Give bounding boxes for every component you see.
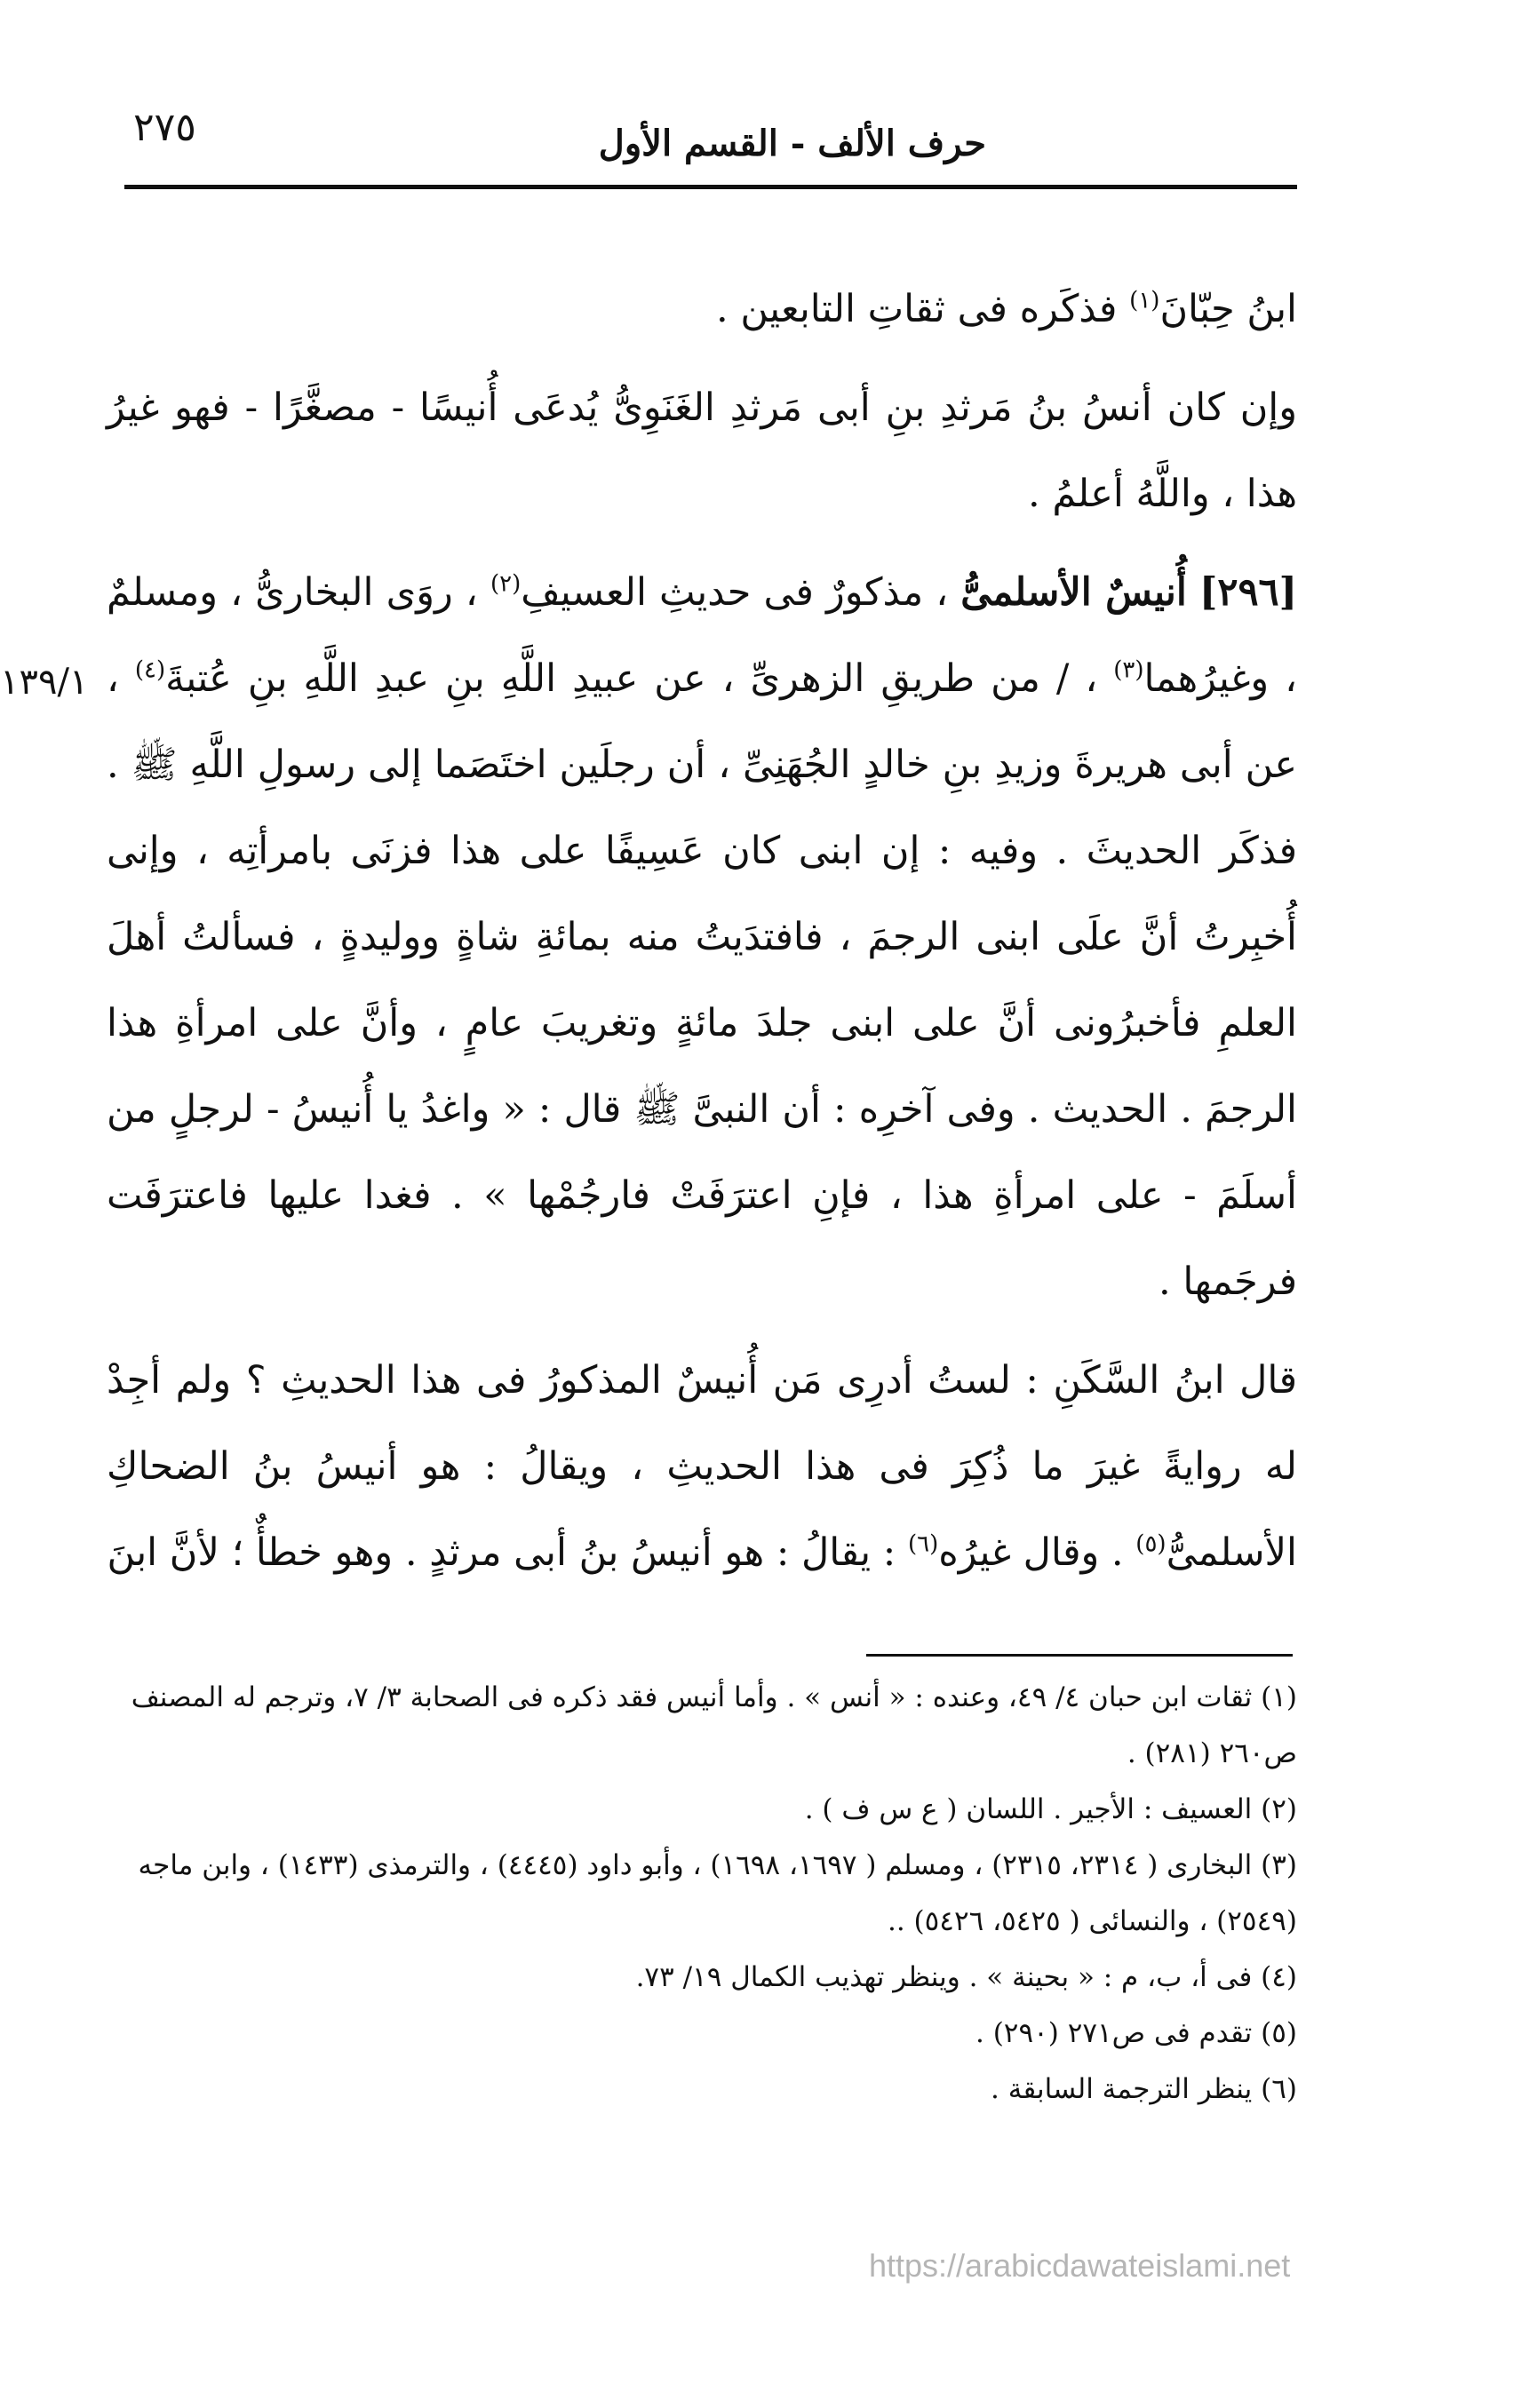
paragraph-1	[107, 266, 1297, 353]
footnote-rule	[866, 1654, 1293, 1657]
footnote-5: (٥) تقدم فى ص٢٧١ (٢٩٠) .	[975, 2017, 1297, 2049]
entry-number: [٢٩٦]	[1199, 570, 1298, 615]
paragraph-4-a: قال ابنُ السَّكَنِ : لستُ أدرِى مَن أُنيسٌ المذكورُ فى هذا الحديثِ ؟ ولم أجِدْ له روايةً غيرَ ما ذُكِرَ فى هذا الحديثِ ، ويقالُ : هو أنيسُ بنُ الضحاكِ الأسلمىُّ	[107, 1358, 1297, 1575]
main-text	[107, 266, 1297, 1596]
footnote-mark-4[interactable]: (٤)	[134, 656, 166, 684]
page-number: ٢٧٥	[133, 105, 196, 150]
footnote-mark-5[interactable]: (٥)	[1135, 1530, 1167, 1558]
paragraph-2: وإن كان أنسُ بنُ مَرثدِ بنِ أبى مَرثدِ الغَنَوِىُّ يُدعَى أُنيسًا - مصغَّرًا - فهو غيرُ هذا ، واللَّهُ أعلمُ .	[107, 385, 1297, 516]
entry-name: أُنيسٌ الأسلمىُّ	[960, 570, 1187, 615]
page-header	[124, 105, 1297, 176]
paragraph-4-c: : يقالُ : هو أنيسُ بنُ أبى مرثدٍ . وهو خطأٌ ؛ لأنَّ ابنَ	[107, 1530, 896, 1575]
footnote-mark-6[interactable]: (٦)	[907, 1530, 939, 1558]
footnote-mark-1[interactable]: (١)	[1129, 287, 1160, 314]
footnote-mark-2[interactable]: (٢)	[490, 570, 522, 598]
footnote-2: (٢) العسيف : الأجير . اللسان ( ع س ف ) .	[804, 1793, 1297, 1825]
paragraph-4	[107, 1338, 1297, 1596]
footnote-1: (١) ثقات ابن حبان ٤/ ٤٩، وعنده : « أنس » . وأما أنيس فقد ذكره فى الصحابة ٣/ ٧، وترجم له المصنف ص٢٦٠ (٢٨١) .	[131, 1681, 1297, 1769]
paragraph-1-rest: فذكَره فى ثقاتِ التابعين .	[716, 287, 1118, 331]
entry-296	[107, 550, 1297, 1325]
header-rule	[124, 185, 1297, 189]
entry-text-a: ، مذكورٌ فى حديثِ العسيفِ	[521, 570, 949, 615]
footnote-3: (٣) البخارى ( ٢٣١٤، ٢٣١٥) ، ومسلم ( ١٦٩٧، ١٦٩٨) ، وأبو داود (٤٤٤٥) ، والترمذى (١٤٣٣) ، وابن ماجه (٢٥٤٩) ، والنسائى ( ٥٤٢٥، ٥٤٢٦) ..	[138, 1849, 1297, 1937]
footnote-6: (٦) ينظر الترجمة السابقة .	[991, 2073, 1297, 2105]
footnote-mark-3[interactable]: (٣)	[1113, 656, 1144, 684]
entry-text-b: ، روَى البخارىُّ ، ومسلمٌ ، وغيرُهما	[107, 570, 1297, 701]
entry-text-c: ، / من طريقِ الزهرىِّ ، عن عبيدِ اللَّهِ بنِ عبدِ اللَّهِ بنِ عُتبةَ	[165, 656, 1098, 701]
running-title: حرف الألف - القسم الأول	[598, 123, 986, 164]
margin-manuscript-reference: ١٣٩/١	[0, 662, 89, 703]
entry-text-d: ، عن أبى هريرةَ وزيدِ بنِ خالدٍ الجُهَنِىِّ ، أن رجلَين اختَصَما إلى رسولِ اللَّهِ ﷺ . فذكَر الحديثَ . وفيه : إن ابنى كان عَسِيفًا على هذا فزنَى بامرأتِه ، وإنى أُخبِرتُ أنَّ علَى ابنى الرجمَ ، فافتدَيتُ منه بمائةِ شاةٍ ووليدةٍ ، فسألتُ أهلَ العلمِ فأخبرُونى أنَّ على ابنى جلدَ مائةٍ وتغريبَ عامٍ ، وأنَّ على امرأةِ هذا الرجمَ . الحديث . وفى آخرِه : أن النبىَّ ﷺ قال : « واغدُ يا أُنيسُ - لرجلٍ من أسلَمَ - على امرأةِ هذا ، فإنِ اعترَفَتْ فارجُمْها » . فغدا عليها فاعترَفَت فرجَمها .	[107, 656, 1297, 1304]
footnotes	[89, 1670, 1297, 2118]
footnote-4: (٤) فى أ، ب، م : « بحينة » . وينظر تهذيب الكمال ١٩/ ٧٣.	[635, 1961, 1297, 1993]
paragraph-4-b: . وقال غيرُه	[938, 1530, 1124, 1575]
site-watermark: https://arabicdawateislami.net	[869, 2247, 1291, 2284]
paragraph-1-text: ابنُ حِبّانَ	[1159, 287, 1297, 331]
